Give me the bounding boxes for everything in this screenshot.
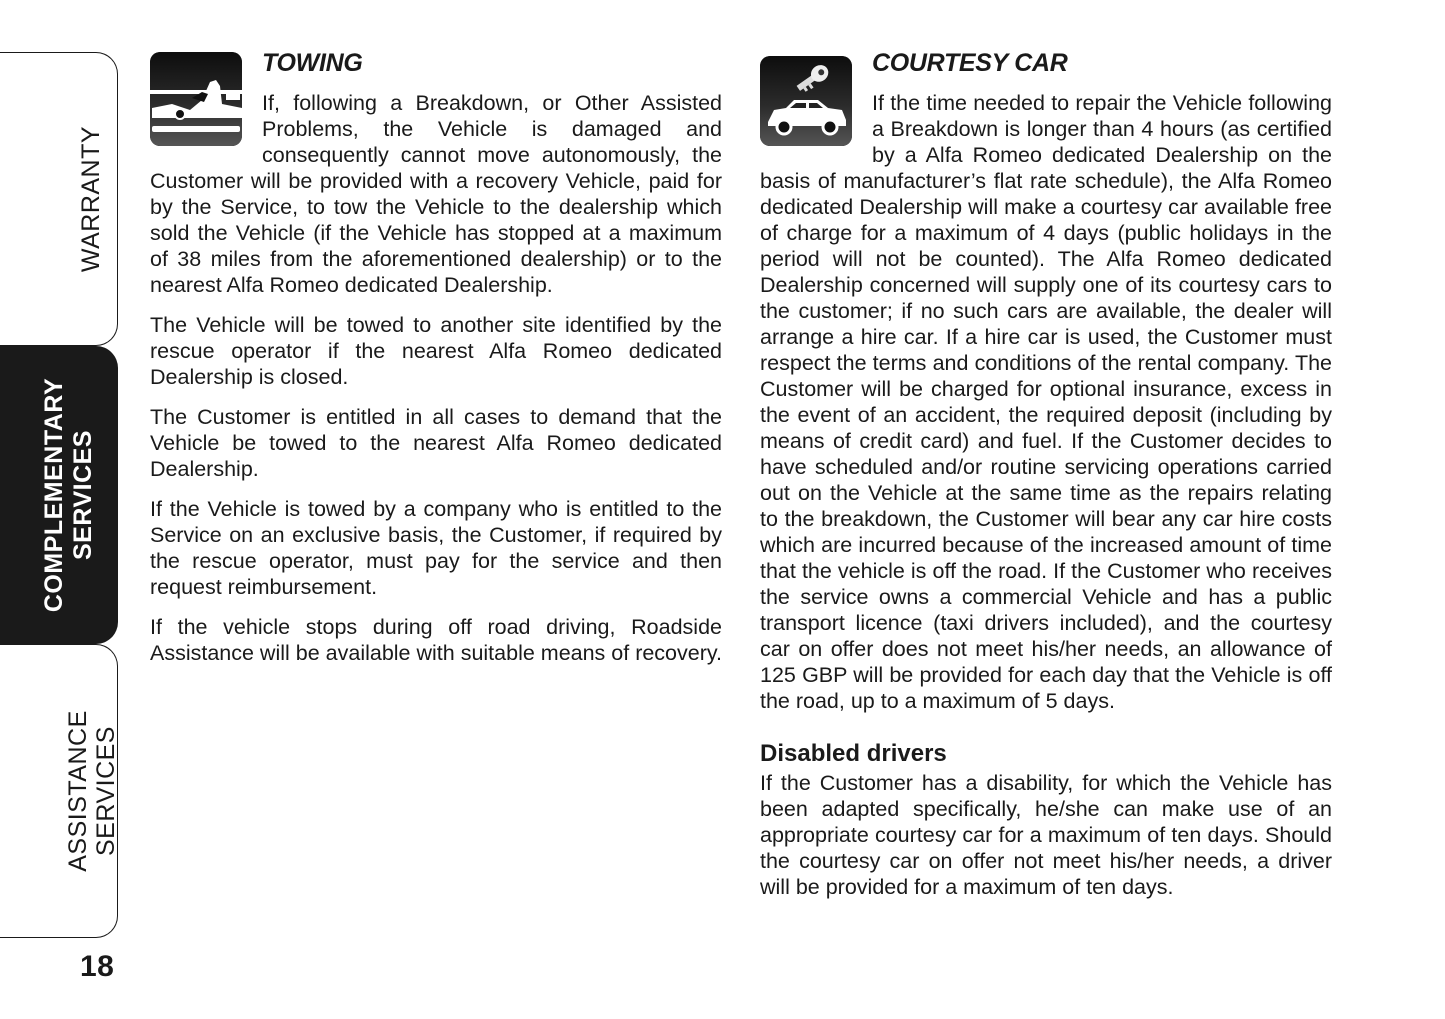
courtesy-car-paragraph: If the time needed to repair the Vehicle following a Breakdown is longer than 4 hours (as certified by a Alfa Romeo dedicated Dealership on the basis of manufacturer’s flat rate schedule), the Alfa Romeo dedicated Dealership will make a courtesy car available free of charge for a maximum of 4 days (public holidays in the period will not be counted). The Alfa Romeo dedicated Dealership concerned will supply one of its courtesy cars to the customer; if no such cars are available, the dealer will arrange a hire car. If a hire car is used, the Customer must respect the terms and conditions of the rental company. The Customer will be charged for optional insurance, excess in the event of an accident, the required deposit (including by means of credit card) and fuel. If the Customer decides to have scheduled and/or routine servicing operations carried out on the Vehicle at the same time as the repairs relating to the breakdown, the Customer will bear any car hire costs which are incurred because of the increased amount of time that the vehicle is off the road. If the Customer who receives the service owns a commercial Vehicle and has a public transport licence (taxi drivers included), and the courtesy car on offer does not meet his/her needs, an allowance of 125 GBP will be provided for each day that the Vehicle is off the road, up to a maximum of 5 days. xyxy=(760,91,1332,713)
disabled-drivers-title: Disabled drivers xyxy=(760,740,947,767)
towing-paragraph-5: If the vehicle stops during off road driving, Roadside Assistance will be available with suitable means of recovery. xyxy=(150,615,723,665)
tab-complementary-services-label xyxy=(41,378,99,612)
courtesy-car-title: COURTESY CAR xyxy=(872,49,1068,77)
tab-warranty-label: WARRANTY xyxy=(77,125,106,273)
tab-assistance-services-label xyxy=(64,710,120,872)
courtesy-car-section xyxy=(760,48,1332,914)
tab-assistance-line2: SERVICES xyxy=(91,726,120,856)
tab-complementary-line2: SERVICES xyxy=(69,430,98,560)
tab-assistance-services[interactable] xyxy=(0,644,118,938)
towing-paragraph-1: If, following a Breakdown, or Other Assisted Problems, the Vehicle is damaged and consequently cannot move autonomously, the Customer will be provided with a recovery Vehicle, paid for by the Service, to tow the Vehicle to the dealership which sold the Vehicle (if the Vehicle has stopped at a maximum of 38 miles from the aforementioned dealership) or to the nearest Alfa Romeo dedicated Dealership. xyxy=(150,91,722,297)
towing-title: TOWING xyxy=(262,49,363,77)
towing-paragraph-3: The Customer is entitled in all cases to demand that the Vehicle be towed to the nearest Alfa Romeo dedicated Dealership. xyxy=(150,405,722,481)
tab-assistance-line1: ASSISTANCE xyxy=(63,710,92,872)
page-number: 18 xyxy=(80,950,115,983)
towing-section xyxy=(150,48,722,680)
towing-paragraph-2: The Vehicle will be towed to another site identified by the rescue operator if the nearest Alfa Romeo dedicated Dealership is closed. xyxy=(150,313,722,389)
key-car-icon xyxy=(760,56,852,146)
tab-complementary-line1: COMPLEMENTARY xyxy=(40,377,69,613)
disabled-drivers-paragraph: If the Customer has a disability, for which the Vehicle has been adapted specifically, he/she can make use of an appropriate courtesy car for a maximum of ten days. Should the courtesy car on offer not meet his/her needs, a driver will be provided for a maximum of ten days. xyxy=(760,771,1332,899)
tow-truck-icon xyxy=(150,52,242,146)
tab-complementary-services[interactable] xyxy=(0,346,118,644)
towing-paragraph-4: If the Vehicle is towed by a company who is entitled to the Service on an exclusive basis, the Customer, if required by the rescue operator, must pay for the service and then request reimbursement. xyxy=(150,497,722,599)
tab-warranty[interactable] xyxy=(0,52,118,346)
